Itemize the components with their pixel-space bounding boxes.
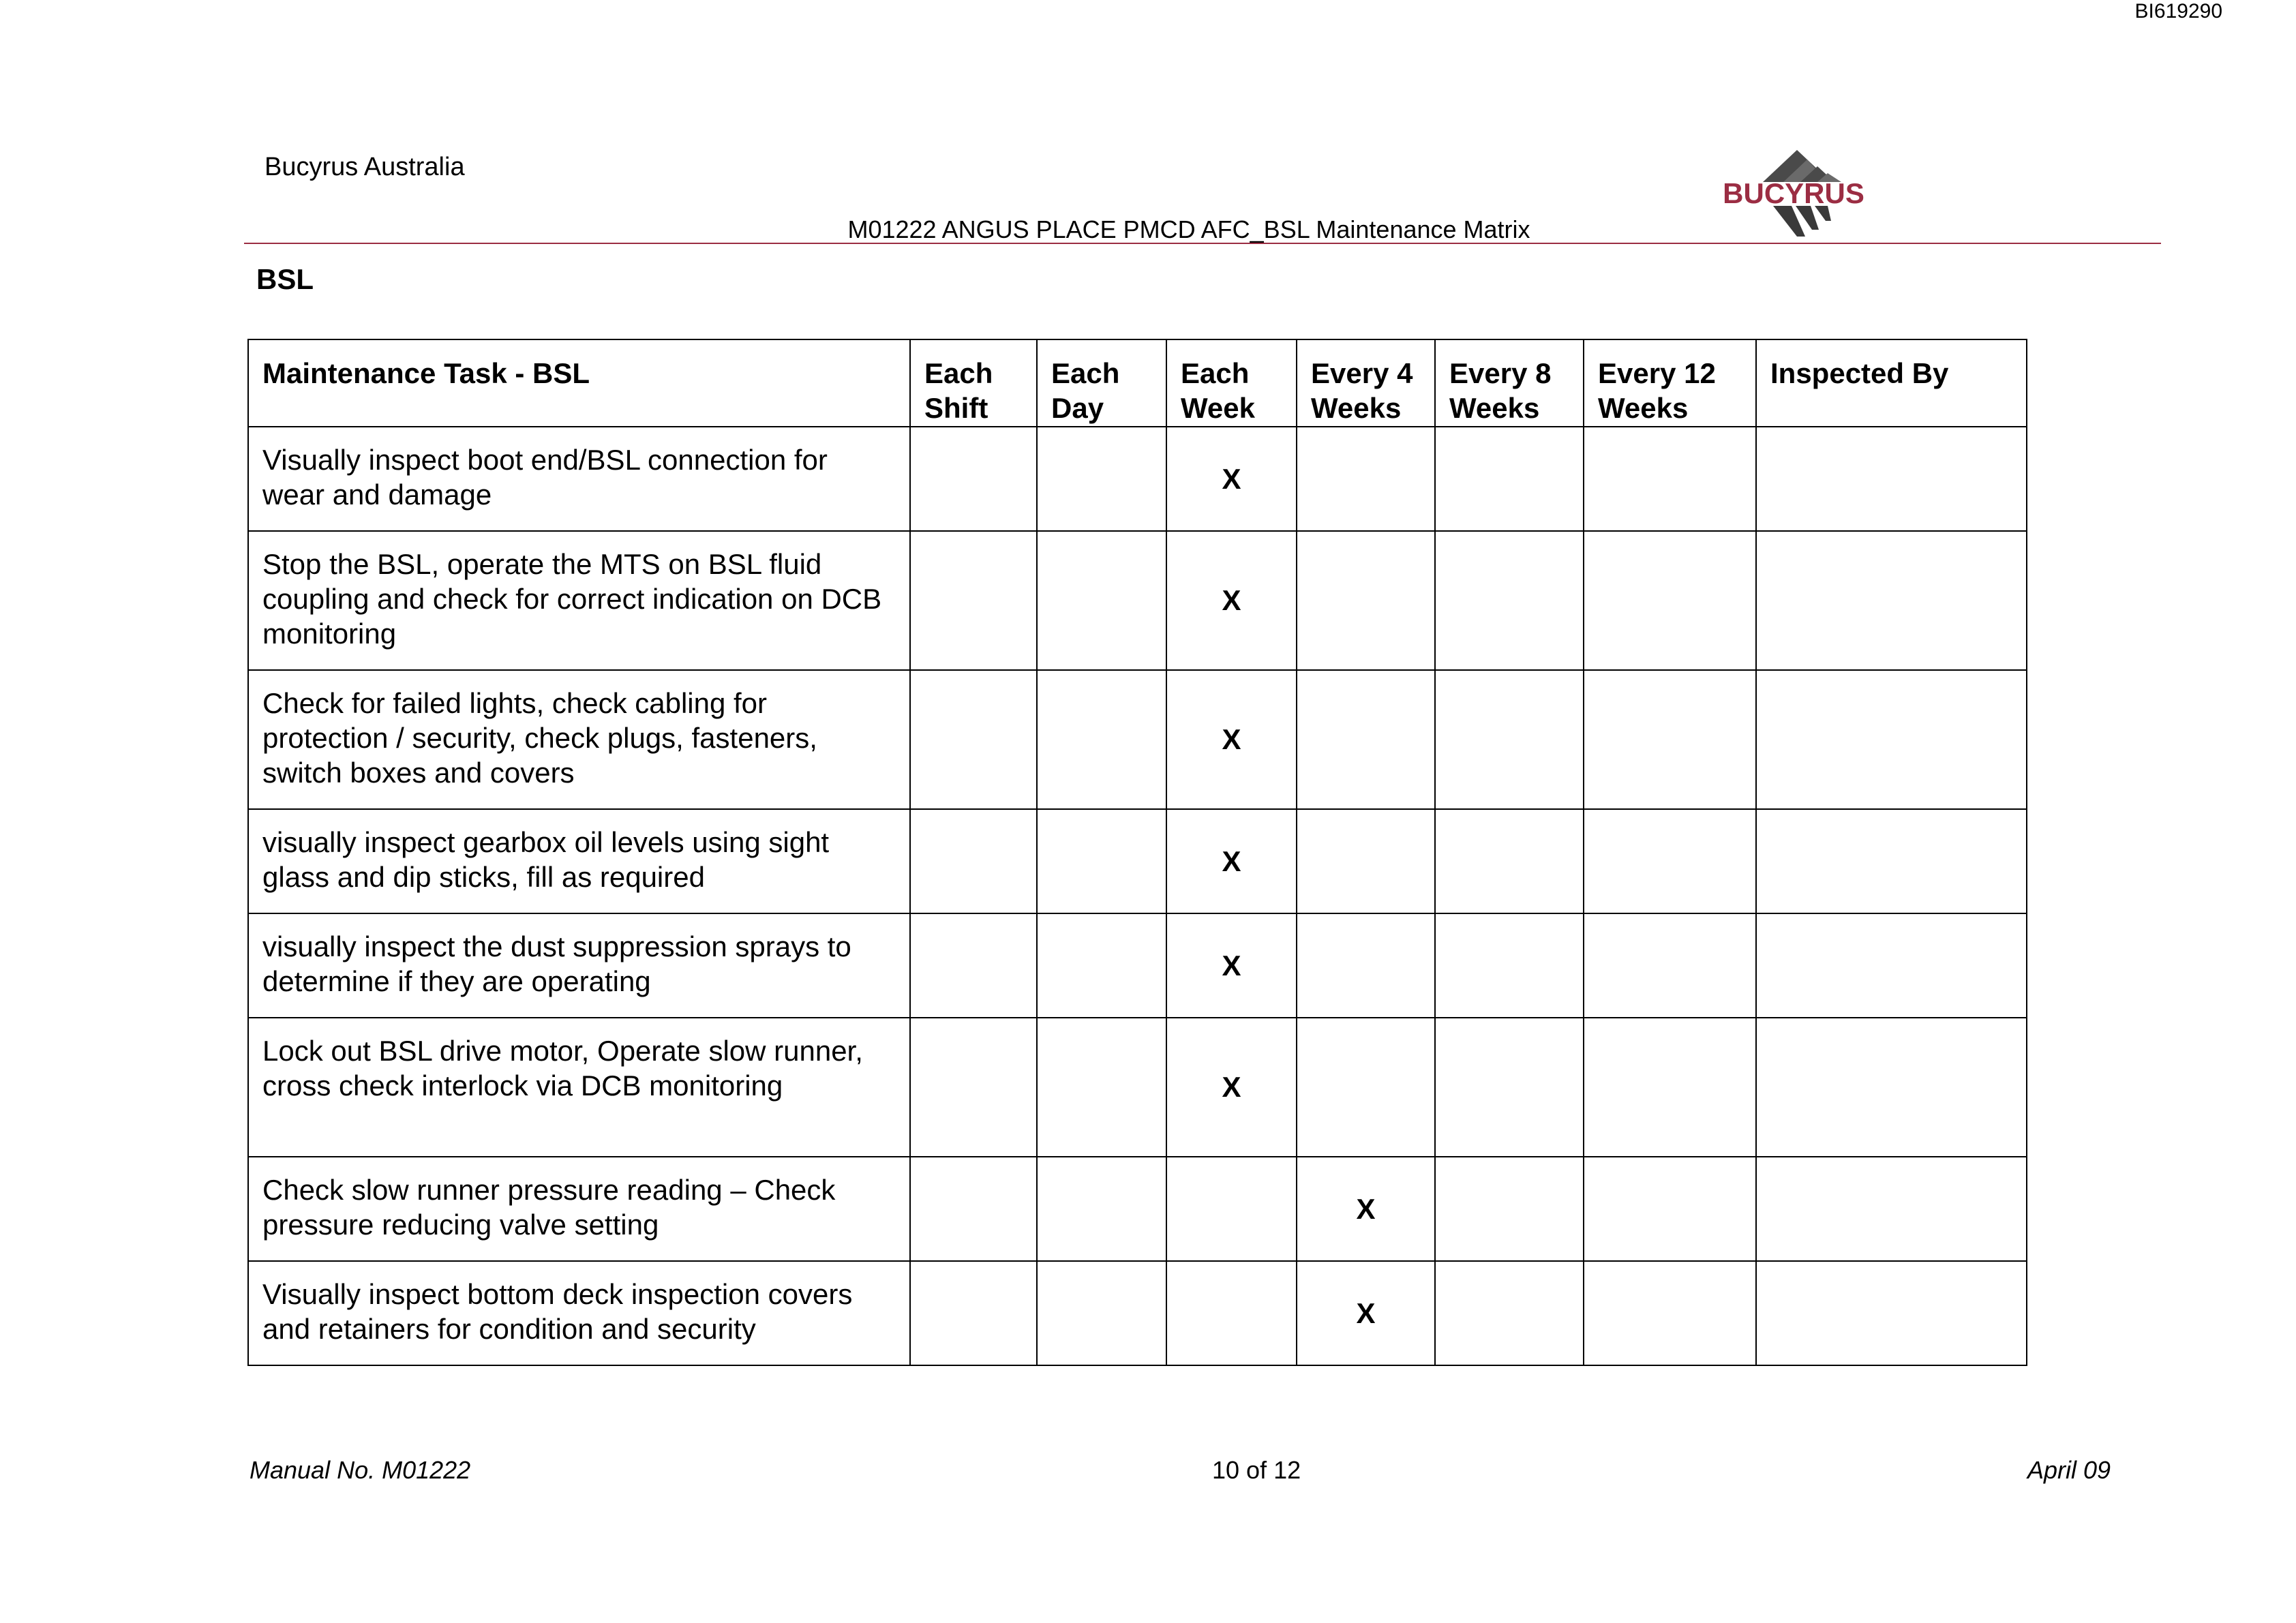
footer-manual-number: Manual No. M01222 (250, 1456, 471, 1484)
table-row (248, 427, 2027, 531)
matrix-title: M01222 ANGUS PLACE PMCD AFC_BSL Maintenance Matrix (847, 215, 1530, 243)
task-description: Check slow runner pressure reading – Check pressure reducing valve setting (248, 1157, 910, 1261)
inspected-by-cell (1756, 1157, 2027, 1261)
column-header-every-8-weeks: Every 8 Weeks (1435, 339, 1584, 427)
frequency-mark-cell (1435, 427, 1584, 531)
frequency-mark-cell (1297, 670, 1435, 809)
frequency-mark-cell (910, 1157, 1037, 1261)
frequency-mark-cell (1584, 670, 1756, 809)
task-description: visually inspect gearbox oil levels using sight glass and dip sticks, fill as required (248, 809, 910, 913)
table-row (248, 1261, 2027, 1365)
frequency-mark-cell (910, 1018, 1037, 1157)
frequency-mark-cell (1037, 427, 1166, 531)
frequency-mark-cell (910, 531, 1037, 670)
frequency-mark-cell (1297, 809, 1435, 913)
frequency-mark-cell (910, 670, 1037, 809)
task-description: visually inspect the dust suppression sprays to determine if they are operating (248, 913, 910, 1018)
frequency-mark-cell (1584, 1261, 1756, 1365)
task-description: Check for failed lights, check cabling for protection / security, check plugs, fasteners, switch boxes and covers (248, 670, 910, 809)
frequency-mark-cell (1584, 1157, 1756, 1261)
inspected-by-cell (1756, 531, 2027, 670)
frequency-mark-cell: X (1166, 531, 1297, 670)
frequency-mark-cell (1037, 1261, 1166, 1365)
frequency-mark-cell (1435, 809, 1584, 913)
column-header-inspected-by: Inspected By (1756, 339, 2027, 427)
frequency-mark-cell: X (1166, 427, 1297, 531)
frequency-mark-cell (1037, 531, 1166, 670)
frequency-mark-cell (1435, 1018, 1584, 1157)
frequency-mark-cell (1435, 1157, 1584, 1261)
frequency-mark-cell (1297, 427, 1435, 531)
maintenance-matrix-table (247, 339, 2027, 1366)
frequency-mark-cell (1584, 913, 1756, 1018)
frequency-mark-cell: X (1297, 1261, 1435, 1365)
table-row (248, 531, 2027, 670)
task-description: Visually inspect bottom deck inspection covers and retainers for condition and security (248, 1261, 910, 1365)
frequency-mark-cell (1297, 913, 1435, 1018)
frequency-mark-cell (1297, 1018, 1435, 1157)
inspected-by-cell (1756, 1261, 2027, 1365)
column-header-every-4-weeks: Every 4 Weeks (1297, 339, 1435, 427)
frequency-mark-cell (1037, 1157, 1166, 1261)
frequency-mark-cell (1037, 809, 1166, 913)
frequency-mark-cell: X (1166, 809, 1297, 913)
inspected-by-cell (1756, 913, 2027, 1018)
frequency-mark-cell (910, 1261, 1037, 1365)
frequency-mark-cell (1435, 1261, 1584, 1365)
table-row (248, 1018, 2027, 1157)
task-description: Stop the BSL, operate the MTS on BSL fluid coupling and check for correct indication on DCB monitoring (248, 531, 910, 670)
frequency-mark-cell (1435, 913, 1584, 1018)
frequency-mark-cell: X (1166, 670, 1297, 809)
table-row (248, 809, 2027, 913)
section-title: BSL (256, 263, 314, 295)
frequency-mark-cell (1584, 1018, 1756, 1157)
frequency-mark-cell (1584, 427, 1756, 531)
frequency-mark-cell: X (1166, 913, 1297, 1018)
inspected-by-cell (1756, 427, 2027, 531)
column-header-each-week: Each Week (1166, 339, 1297, 427)
inspected-by-cell (1756, 809, 2027, 913)
document-id: BI619290 (2134, 0, 2222, 22)
frequency-mark-cell (1037, 913, 1166, 1018)
table-row (248, 1157, 2027, 1261)
inspected-by-cell (1756, 670, 2027, 809)
column-header-each-day: Each Day (1037, 339, 1166, 427)
footer-date: April 09 (2027, 1456, 2111, 1484)
frequency-mark-cell: X (1166, 1018, 1297, 1157)
table-row (248, 913, 2027, 1018)
frequency-mark-cell (1584, 531, 1756, 670)
frequency-mark-cell (910, 427, 1037, 531)
company-name: Bucyrus Australia (265, 153, 465, 181)
inspected-by-cell (1756, 1018, 2027, 1157)
footer-page-number: 10 of 12 (1212, 1456, 1301, 1484)
frequency-mark-cell (1037, 670, 1166, 809)
table-header-row (248, 339, 2027, 427)
column-header-each-shift: Each Shift (910, 339, 1037, 427)
column-header-every-12-weeks: Every 12 Weeks (1584, 339, 1756, 427)
task-description: Lock out BSL drive motor, Operate slow runner, cross check interlock via DCB monitoring (248, 1018, 910, 1157)
table-body (248, 427, 2027, 1365)
frequency-mark-cell (910, 913, 1037, 1018)
logo-wordmark: BUCYRUS (1723, 177, 1864, 209)
frequency-mark-cell: X (1297, 1157, 1435, 1261)
frequency-mark-cell (1166, 1157, 1297, 1261)
frequency-mark-cell (1166, 1261, 1297, 1365)
frequency-mark-cell (1435, 670, 1584, 809)
frequency-mark-cell (1037, 1018, 1166, 1157)
table-row (248, 670, 2027, 809)
frequency-mark-cell (1584, 809, 1756, 913)
frequency-mark-cell (1297, 531, 1435, 670)
header-divider (244, 243, 2161, 244)
frequency-mark-cell (910, 809, 1037, 913)
bucyrus-logo (1715, 145, 1872, 240)
frequency-mark-cell (1435, 531, 1584, 670)
column-header-task: Maintenance Task - BSL (248, 339, 910, 427)
task-description: Visually inspect boot end/BSL connection for wear and damage (248, 427, 910, 531)
